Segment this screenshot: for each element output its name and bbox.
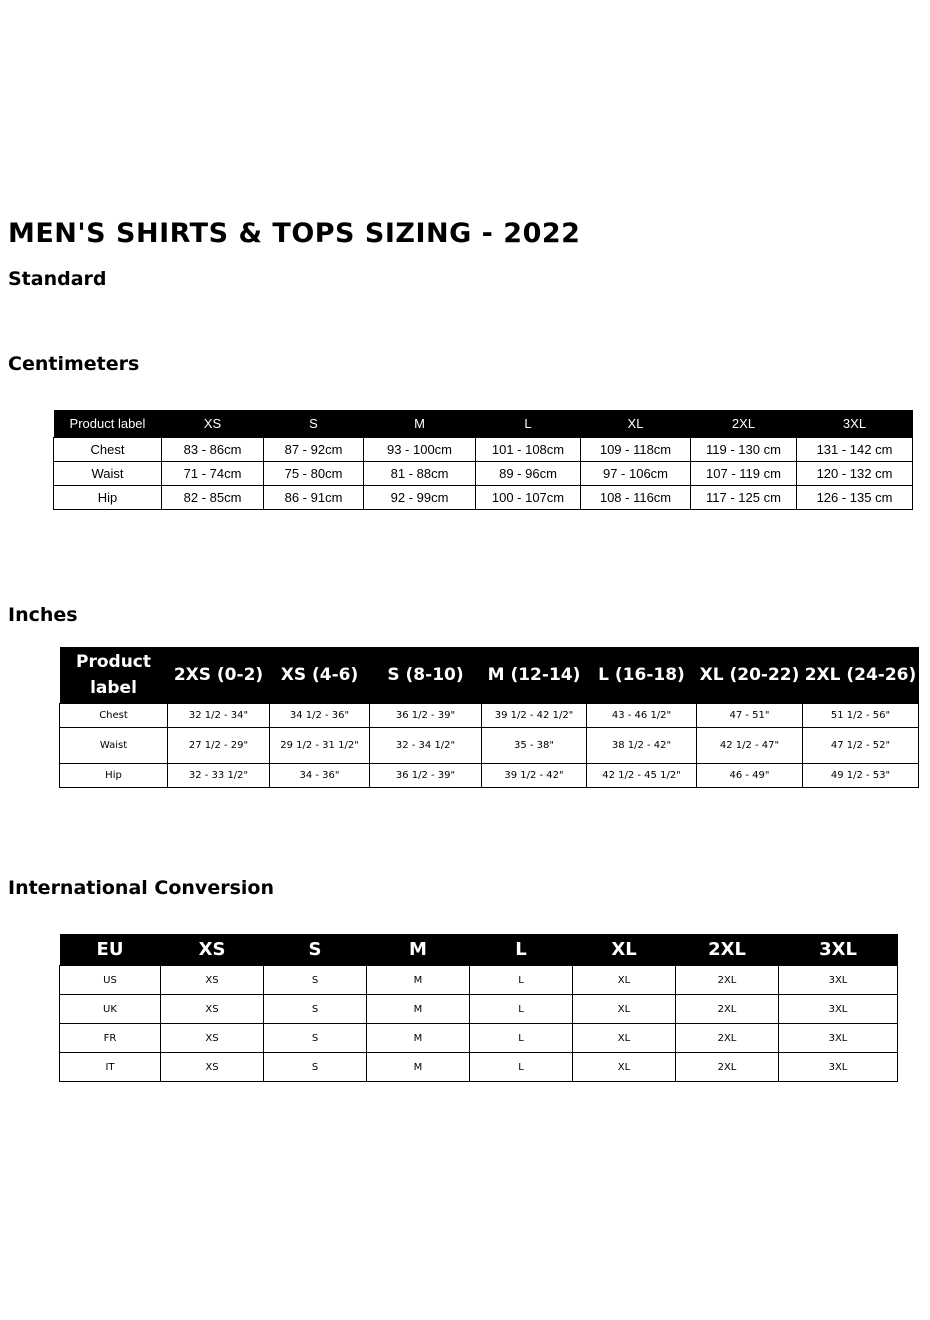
table-cell: 51 1/2 - 56": [803, 704, 919, 728]
header-cell: Product label: [54, 410, 162, 438]
table-cell: XS: [161, 995, 264, 1024]
header-cell: S: [264, 934, 367, 966]
table-cell: M: [367, 1024, 470, 1053]
header-cell: 2XL (24-26): [803, 647, 919, 704]
row-label: Chest: [54, 438, 162, 462]
table-cell: 89 - 96cm: [476, 462, 581, 486]
table-cell: 34 1/2 - 36": [270, 704, 370, 728]
table-cell: L: [470, 995, 573, 1024]
header-cell: XL (20-22): [697, 647, 803, 704]
table-cell: M: [367, 995, 470, 1024]
table-cell: 126 - 135 cm: [797, 486, 913, 510]
header-cell: XS (4-6): [270, 647, 370, 704]
international-conversion-table: [59, 934, 898, 1082]
table-cell: XL: [573, 1053, 676, 1082]
table-header-row: [60, 647, 919, 704]
table-cell: 42 1/2 - 45 1/2": [587, 764, 697, 788]
table-cell: 100 - 107cm: [476, 486, 581, 510]
table-cell: 108 - 116cm: [581, 486, 691, 510]
header-cell: L: [476, 410, 581, 438]
table-cell: 2XL: [676, 1053, 779, 1082]
table-header-row: [54, 410, 913, 438]
table-cell: 107 - 119 cm: [691, 462, 797, 486]
table-cell: 87 - 92cm: [264, 438, 364, 462]
table-cell: 43 - 46 1/2": [587, 704, 697, 728]
table-cell: XS: [161, 966, 264, 995]
header-cell: XL: [581, 410, 691, 438]
table-cell: 2XL: [676, 966, 779, 995]
header-cell: S (8-10): [370, 647, 482, 704]
header-cell: L: [470, 934, 573, 966]
table-cell: XS: [161, 1053, 264, 1082]
table-cell: 32 - 33 1/2": [168, 764, 270, 788]
table-cell: 71 - 74cm: [162, 462, 264, 486]
table-cell: S: [264, 1024, 367, 1053]
row-label: US: [60, 966, 161, 995]
header-cell: XS: [162, 410, 264, 438]
table-cell: 120 - 132 cm: [797, 462, 913, 486]
table-cell: XL: [573, 966, 676, 995]
table-cell: 32 - 34 1/2": [370, 728, 482, 764]
table-cell: S: [264, 1053, 367, 1082]
table-row: [60, 764, 919, 788]
header-cell: 2XL: [676, 934, 779, 966]
table-cell: 32 1/2 - 34": [168, 704, 270, 728]
page-title: MEN'S SHIRTS & TOPS SIZING - 2022: [8, 218, 581, 249]
row-label: Chest: [60, 704, 168, 728]
table-cell: XS: [161, 1024, 264, 1053]
row-label: UK: [60, 995, 161, 1024]
header-cell: S: [264, 410, 364, 438]
table-row: [54, 462, 913, 486]
header-cell: 2XS (0-2): [168, 647, 270, 704]
table-cell: 2XL: [676, 995, 779, 1024]
table-cell: L: [470, 966, 573, 995]
table-cell: 29 1/2 - 31 1/2": [270, 728, 370, 764]
table-cell: 119 - 130 cm: [691, 438, 797, 462]
table-cell: M: [367, 1053, 470, 1082]
table-cell: 36 1/2 - 39": [370, 704, 482, 728]
table-cell: 36 1/2 - 39": [370, 764, 482, 788]
table-cell: 47 1/2 - 52": [803, 728, 919, 764]
table-cell: 39 1/2 - 42": [482, 764, 587, 788]
table-cell: 2XL: [676, 1024, 779, 1053]
table-cell: 3XL: [779, 1053, 898, 1082]
table-row: [60, 728, 919, 764]
table-cell: 109 - 118cm: [581, 438, 691, 462]
table-cell: 101 - 108cm: [476, 438, 581, 462]
table-cell: XL: [573, 995, 676, 1024]
table-cell: 92 - 99cm: [364, 486, 476, 510]
table-cell: 3XL: [779, 1024, 898, 1053]
table-cell: 42 1/2 - 47": [697, 728, 803, 764]
header-cell: 3XL: [797, 410, 913, 438]
row-label: IT: [60, 1053, 161, 1082]
table-cell: 38 1/2 - 42": [587, 728, 697, 764]
table-cell: 82 - 85cm: [162, 486, 264, 510]
table-cell: 93 - 100cm: [364, 438, 476, 462]
row-label: FR: [60, 1024, 161, 1053]
table-cell: 34 - 36": [270, 764, 370, 788]
header-cell: L (16-18): [587, 647, 697, 704]
header-cell: XS: [161, 934, 264, 966]
table-cell: 86 - 91cm: [264, 486, 364, 510]
international-heading: International Conversion: [8, 877, 274, 899]
table-row: [54, 486, 913, 510]
row-label: Hip: [54, 486, 162, 510]
table-cell: 75 - 80cm: [264, 462, 364, 486]
row-label: Hip: [60, 764, 168, 788]
header-cell: Product label: [60, 647, 168, 704]
header-cell: M: [364, 410, 476, 438]
table-cell: 83 - 86cm: [162, 438, 264, 462]
table-cell: 27 1/2 - 29": [168, 728, 270, 764]
table-cell: 39 1/2 - 42 1/2": [482, 704, 587, 728]
table-row: [60, 704, 919, 728]
header-cell: 2XL: [691, 410, 797, 438]
inches-table: [59, 647, 919, 788]
row-label: Waist: [60, 728, 168, 764]
table-row: [60, 1053, 898, 1082]
header-cell: M: [367, 934, 470, 966]
table-cell: 117 - 125 cm: [691, 486, 797, 510]
centimeters-table: [53, 410, 913, 510]
table-cell: 46 - 49": [697, 764, 803, 788]
table-cell: 49 1/2 - 53": [803, 764, 919, 788]
header-cell: M (12-14): [482, 647, 587, 704]
table-cell: 35 - 38": [482, 728, 587, 764]
table-cell: S: [264, 966, 367, 995]
table-row: [60, 966, 898, 995]
centimeters-heading: Centimeters: [8, 353, 140, 375]
table-cell: 81 - 88cm: [364, 462, 476, 486]
inches-heading: Inches: [8, 604, 78, 626]
table-row: [60, 995, 898, 1024]
subtitle: Standard: [8, 268, 107, 290]
row-label: Waist: [54, 462, 162, 486]
table-cell: 97 - 106cm: [581, 462, 691, 486]
header-cell: EU: [60, 934, 161, 966]
table-cell: 47 - 51": [697, 704, 803, 728]
table-cell: L: [470, 1053, 573, 1082]
table-cell: S: [264, 995, 367, 1024]
table-cell: L: [470, 1024, 573, 1053]
table-row: [60, 1024, 898, 1053]
header-cell: XL: [573, 934, 676, 966]
header-cell: 3XL: [779, 934, 898, 966]
table-cell: 131 - 142 cm: [797, 438, 913, 462]
table-cell: 3XL: [779, 995, 898, 1024]
table-cell: 3XL: [779, 966, 898, 995]
table-cell: M: [367, 966, 470, 995]
table-cell: XL: [573, 1024, 676, 1053]
table-row: [54, 438, 913, 462]
table-header-row: [60, 934, 898, 966]
